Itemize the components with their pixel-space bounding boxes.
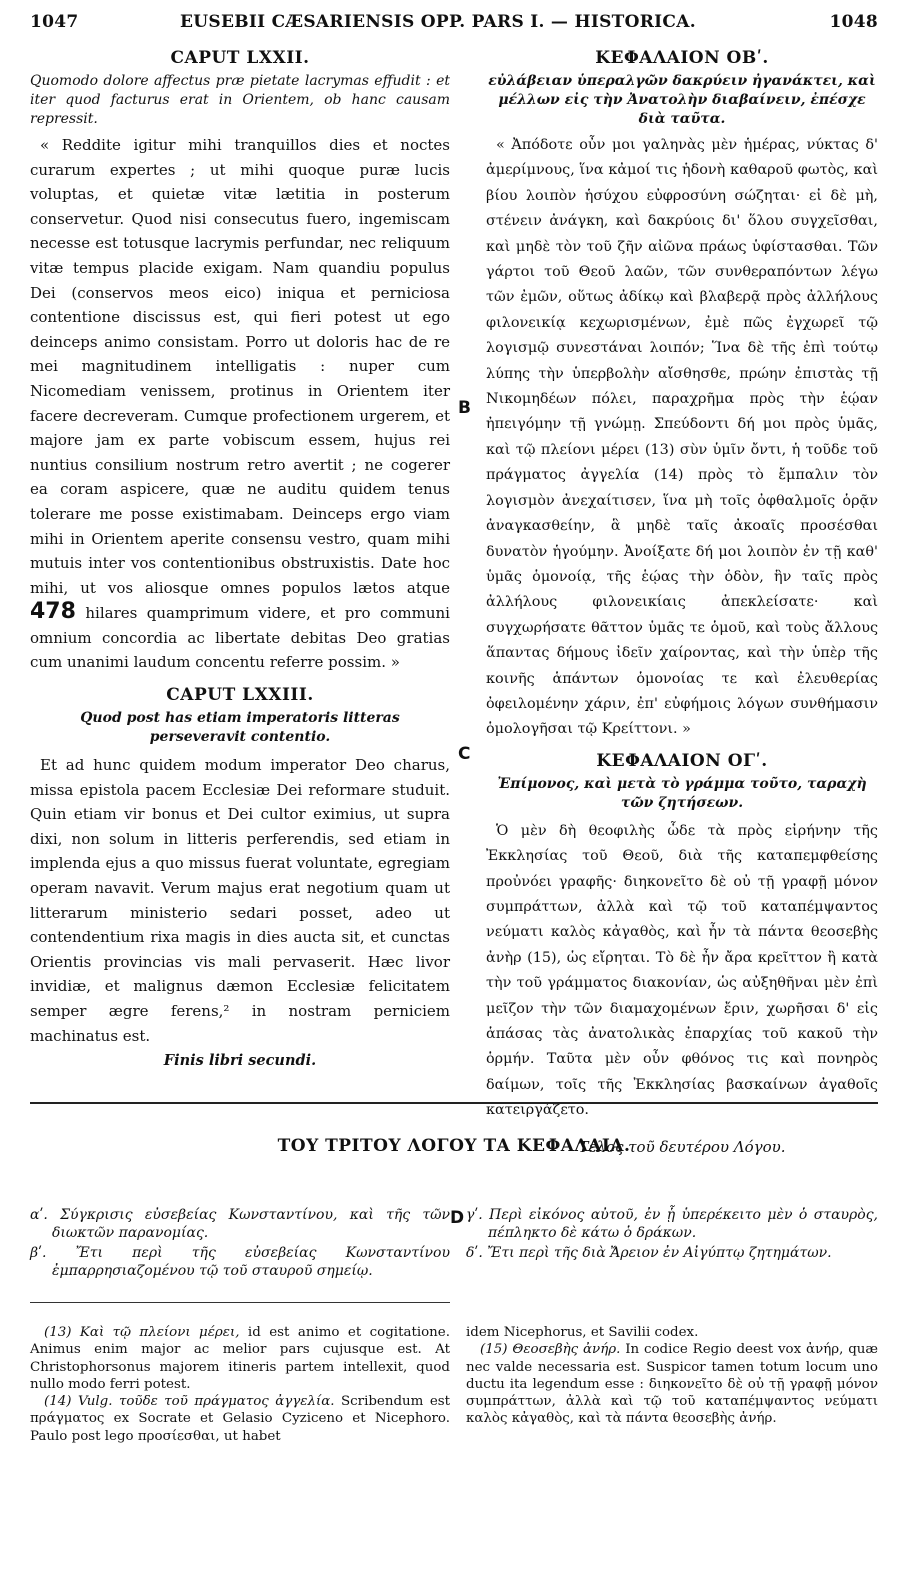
caput-heading: CAPUT LXXIII.: [166, 685, 314, 706]
greek-column: [486, 46, 878, 1156]
greek-paragraph: « Ἀπόδοτε οὖν μοι γαληνὰς μὲν ἡμέρας, νύκτας δ' ἀμερίμνους, ἵνα κἀμοί τις ἡδονὴ καθαροῦ φωτὸς, καὶ βίου λοιπὸν ἡσύχου εὐφροσύνη σώζηται· εἰ δὲ μὴ, στένειν ἀνάγκη, καὶ δακρύοις δι' ὅλου συγχεῖσθαι, καὶ μηδὲ τὸν τοῦ ζῆν αἰῶνα πράως ὑφίστασθαι. Τῶν γάρτοι τοῦ Θεοῦ λαῶν, τῶν συνθεραπόντων λέγω τῶν ἐμῶν, οὕτως ἀδίκῳ καὶ βλαβερᾷ πρὸς ἀλλήλους φιλονεικίᾳ κεχωρισμένων, ἐμὲ πῶς ἐγχωρεῖ τῷ λογισμῷ συνεστάναι λοιπόν; Ἵνα δὲ τῆς ἐπὶ τούτῳ λύπης τὴν ὑπερβολὴν αἴσθησθε, πρώην ἐπιστὰς τῇ Νικομηδέων πόλει, παραχρῆμα πρὸς τὴν ἑῴαν ἠπειγόμην τῇ γνώμῃ. Σπεύδοντι δή μοι πρὸς ὑμᾶς, καὶ τῷ πλείονι μέρει (13) σὺν ὑμῖν ὄντι, ἡ τοῦδε τοῦ πράγματος ἀγγελία (14) πρὸς τὸ ἔμπαλιν τὸν λογισμὸν ἀνεχαίτισεν, ἵνα μὴ τοῖς ὀφθαλμοῖς ὁρᾷν ἀναγκασθείην, ἃ μηδὲ ταῖς ἀκοαῖς προσέσθαι δυνατὸν ἡγούμην. Ἀνοίξατε δή μοι λοιπὸν ἐν τῇ καθ' ὑμᾶς ὁμονοίᾳ, τῆς ἑῴας τὴν ὁδὸν, ἣν ταῖς πρὸς ἀλλήλους φιλονεικίαις ἀπεκλείσατε· καὶ συγχωρήσατε θᾶττον ὑμᾶς τε ὁμοῦ, καὶ τοὺς ἄλλους ἅπαντας δήμους ἰδεῖν χαίροντας, καὶ τὴν ὑπὲρ τῆς κοινῆς ἁπάντων ὁμονοίας τε καὶ ἐλευθερίας ὀφειλομένην χάριν, ἐπ' εὐφήμοις λόγων συνθήμασιν ὁμολογῆσαι τῷ Κρείττονι. »: [486, 137, 878, 738]
page-number-right: 1048: [829, 12, 878, 32]
book-three-chapters-title: ΤΟΥ ΤΡΙΤΟΥ ΛΟΓΟΥ ΤΑ ΚΕΦΑΛΑΙΑ.: [277, 1136, 631, 1156]
toc-entry: δʹ. Ἔτι περὶ τῆς διὰ Ἄρειον ἐν Αἰγύπτῳ ζητημάτων.: [466, 1245, 832, 1261]
kefalaion-summary: Ἐπίμονος, καὶ μετὰ τὸ γράμμα τοῦτο, ταραχὴ τῶν ζητήσεων.: [497, 775, 867, 811]
margin-letter-d: D: [450, 1208, 465, 1228]
caput-heading: CAPUT LXXII.: [170, 48, 310, 68]
latin-column: [30, 46, 450, 1069]
section-divider: [30, 1102, 878, 1104]
page-number-left: 1047: [30, 12, 79, 32]
toc-entry: αʹ. Σύγκρισις εὐσεβείας Κωνσταντίνου, καὶ τῆς τῶν διωκτῶν παρανομίας.: [30, 1207, 450, 1241]
toc-right: [466, 1206, 878, 1264]
finis-line: Finis libri secundi.: [163, 1052, 317, 1070]
greek-paragraph: Ὁ μὲν δὴ θεοφιλὴς ὧδε τὰ πρὸς εἰρήνην τῆς Ἐκκλησίας τοῦ Θεοῦ, διὰ τῆς καταπεμφθείσης προὐνόει γραφῆς· διηκονεῖτο δὲ οὐ τῇ γραφῇ μόνον συμπράττων, ἀλλὰ καὶ τῷ τοῦ καταπέμψαντος νεύματι καλὸς κἀγαθὸς, καὶ ἦν τὰ πάντα θεοσεβὴς ἀνὴρ (15), ὡς εἴρηται. Τὸ δὲ ἦν ἄρα κρεῖττον ἢ κατὰ τὴν τοῦ γράμματος διακονίαν, ὡς αὐξηθῆναι μὲν ἐπὶ μεῖζον τὴν τῶν διαμαχομένων ἔριν, χωρῆσαι δ' εἰς ἁπάσας τὰς ἀνατολικὰς ἐπαρχίας τοῦ κακοῦ τὴν ὁρμήν. Ταῦτα μὲν οὖν φθόνος τις καὶ πονηρὸς δαίμων, τοῖς τῆς Ἐκκλησίας βασκαίνων ἀγαθοῖς κατειργάζετο.: [486, 822, 878, 1119]
telos-line: Τέλος τοῦ δευτέρου Λόγου.: [578, 1137, 786, 1156]
caput-summary: Quod post has etiam imperatoris litteras perseveravit contentio.: [80, 710, 400, 746]
footnote: (15) Θεοσεβὴς ἀνήρ. In codice Regio deest vox ἀνήρ, quæ nec valde necessaria est. Suspicor tamen totum locum uno ductu ita legendum esse : διηκονεῖτο δὲ οὐ τῇ γραφῇ μόνον συμπράττων, ἀλλὰ καὶ τῷ τοῦ καταπέμψαντος νεύματι καλὸς κἀγαθὸς, καὶ τὰ πάντα θεοσεβὴς ἀνήρ.: [466, 1342, 878, 1427]
toc-left: [30, 1206, 450, 1282]
latin-paragraph: « Reddite igitur mihi tranquillos dies et noctes curarum expertes ; ut mihi quoque puræ lucis voluptas, et quietæ vitæ lætitia in posterum conservetur. Quod nisi consecutus fuero, ingemiscam necesse est totusque lacrymis perfundar, nec reliquum vitæ tempus placide exigam. Nam quandiu populus Dei (conservos meos eico) iniqua et perniciosa contentione discissus est, qui fieri potest ut ego deinceps animo consistam. Porro ut doloris hac de re mei magnitudinem intelligatis : nuper cum Nicomediam venissem, protinus in Orientem iter facere decreveram. Cumque profectionem urgerem, et majore jam ex parte vobiscum essem, hujus rei nuntius consilium nostrum retro avertit ; ne cogerer ea coram aspicere, quæ ne auditu quidem tenus tolerare me posse existimabam. Deinceps ergo viam mihi in Orientem aperite consensu vestro, quam mihi mutuis inter vos contentionibus obstruxistis. Date hoc mihi, ut vos aliosque omnes populos lætos atque 478 hilares quamprimum videre, et pro communi omnium concordia ac libertate debitas Deo gratias cum unanimi laudum concentu referre possim. »: [30, 136, 450, 672]
footnotes-right: [466, 1324, 878, 1428]
footnote-rule: [30, 1302, 450, 1303]
margin-letter-b: B: [458, 398, 471, 418]
kefalaion-heading: ΚΕΦΑΛΑΙΟΝ ΟΓʹ.: [596, 750, 768, 771]
footnotes-left: [30, 1324, 450, 1445]
toc-entry: βʹ. Ἔτι περὶ τῆς εὐσεβείας Κωνσταντίνου ἐμπαρρησιαζομένου τῷ τοῦ σταυροῦ σημείῳ.: [30, 1245, 450, 1279]
toc-entry: γʹ. Περὶ εἰκόνος αὐτοῦ, ἐν ᾗ ὑπερέκειτο μὲν ὁ σταυρὸς, πέπληκτο δὲ κάτω ὁ δράκων.: [466, 1207, 878, 1241]
latin-paragraph: Et ad hunc quidem modum imperator Deo charus, missa epistola pacem Ecclesiæ Dei reformare studuit. Quin etiam vir bonus et Dei cultor eximius, ut supra dixi, non solum in litteris perferendis, sed etiam in implenda ejus a quo missus fuerat voluntate, egregiam operam navavit. Verum majus erat negotium quam ut litterarum ministerio sedari posset, adeo ut contendentium rixa magis in dies aucta sit, et cunctas Orientis provincias vis mali pervaserit. Hæc livor invidiæ, et malignus dæmon Ecclesiæ felicitatem semper ægre ferens,² in nostram perniciem machinatus est.: [30, 756, 450, 1045]
running-header: [30, 12, 878, 42]
margin-letter-c: C: [458, 744, 471, 764]
kefalaion-summary: εὐλάβειαν ὑπεραλγῶν δακρύειν ἠγανάκτει, καὶ μέλλων εἰς τὴν Ἀνατολὴν διαβαίνειν, ἐπέσχε διὰ ταῦτα.: [488, 73, 876, 127]
footnote: (14) Vulg. τοῦδε τοῦ πράγματος ἀγγελία. Scribendum est πράγματος ex Socrate et Gelasio Cyziceno et Nicephoro. Paulo post lego προσίεσθαι, ut habet: [30, 1394, 451, 1444]
kefalaion-heading: ΚΕΦΑΛΑΙΟΝ ΟΒʹ.: [595, 48, 769, 68]
caput-summary: Quomodo dolore affectus præ pietate lacrymas effudit : et iter quod facturus erat in Orientem, ob hanc causam repressit.: [30, 73, 450, 127]
running-title: EUSEBII CÆSARIENSIS OPP. PARS I. — HISTORICA.: [180, 12, 696, 32]
page-marker: 478: [30, 599, 76, 625]
footnote-continuation: idem Nicephorus, et Savilii codex.: [466, 1325, 699, 1340]
footnote: (13) Καὶ τῷ πλείονι μέρει, id est animo et cogitatione. Animus enim major ac melior pars cujusque est. At Christophorsonus majorem itineris partem intellexit, quod nullo modo ferri potest.: [30, 1325, 450, 1392]
